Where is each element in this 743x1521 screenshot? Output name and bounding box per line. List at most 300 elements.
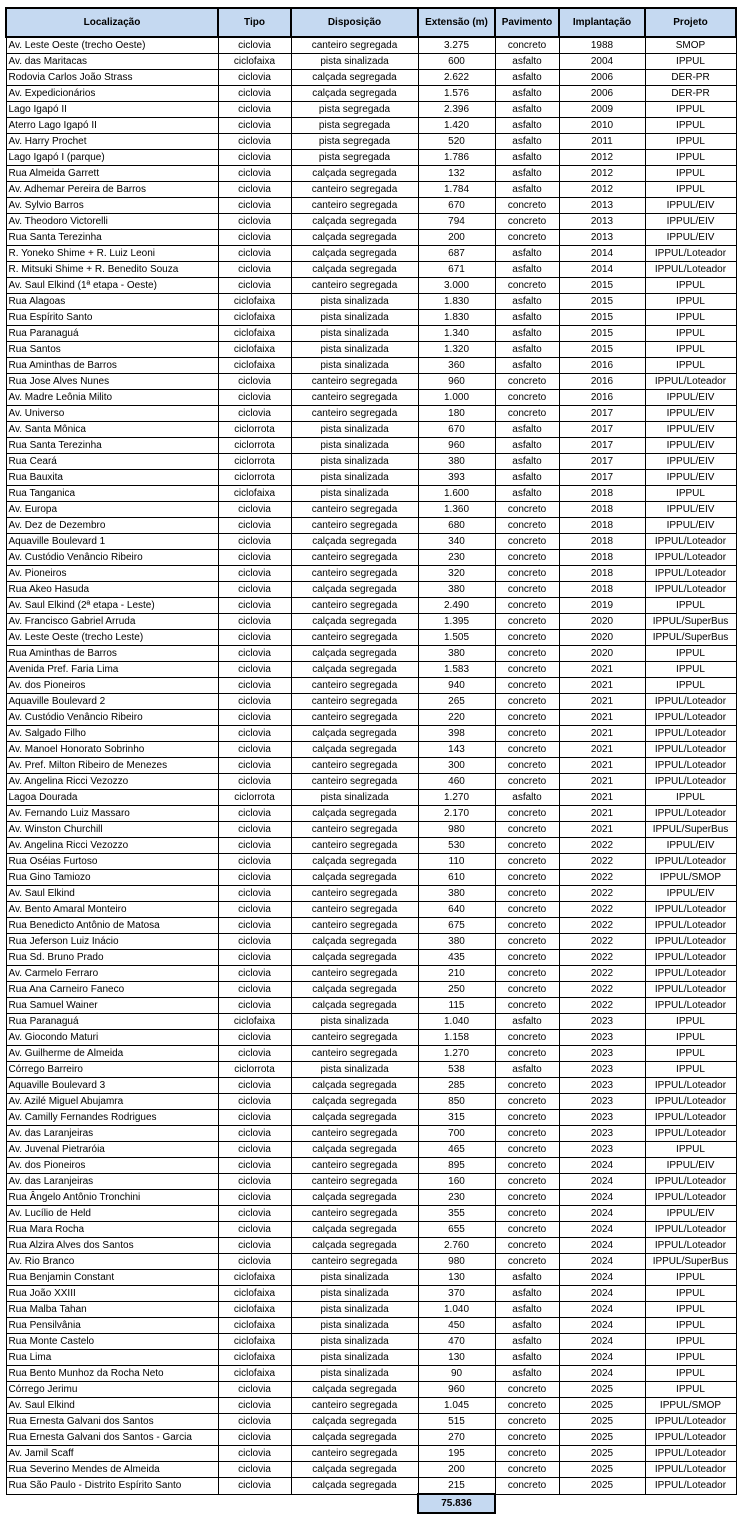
cell-disposicao: calçada segregada xyxy=(291,1110,418,1126)
cell-tipo: ciclorrota xyxy=(218,1062,291,1078)
cell-disposicao: pista segregada xyxy=(291,118,418,134)
table-row xyxy=(6,1254,736,1270)
cell-projeto: DER-PR xyxy=(645,86,736,102)
cell-pavimento: concreto xyxy=(495,278,559,294)
total-spacer xyxy=(559,1494,645,1513)
cell-localizacao: Av. Saul Elkind (1ª etapa - Oeste) xyxy=(6,278,218,294)
cell-pavimento: asfalto xyxy=(495,262,559,278)
cell-pavimento: concreto xyxy=(495,214,559,230)
cell-projeto: IPPUL xyxy=(645,1366,736,1382)
cell-extensao: 1.420 xyxy=(418,118,495,134)
cell-localizacao: Rua Espírito Santo xyxy=(6,310,218,326)
table-row xyxy=(6,262,736,278)
cell-extensao: 610 xyxy=(418,870,495,886)
cell-projeto: IPPUL/EIV xyxy=(645,390,736,406)
cell-projeto: IPPUL xyxy=(645,1030,736,1046)
cell-pavimento: asfalto xyxy=(495,454,559,470)
cell-pavimento: concreto xyxy=(495,390,559,406)
cell-pavimento: concreto xyxy=(495,950,559,966)
cell-localizacao: Rua Severino Mendes de Almeida xyxy=(6,1462,218,1478)
cell-pavimento: concreto xyxy=(495,1478,559,1495)
cell-implantacao: 2024 xyxy=(559,1302,645,1318)
cell-pavimento: concreto xyxy=(495,1094,559,1110)
cell-disposicao: pista sinalizada xyxy=(291,1286,418,1302)
cell-tipo: ciclovia xyxy=(218,278,291,294)
table-row xyxy=(6,70,736,86)
cell-implantacao: 2021 xyxy=(559,822,645,838)
cell-pavimento: concreto xyxy=(495,630,559,646)
cell-localizacao: Aquaville Boulevard 3 xyxy=(6,1078,218,1094)
header-row xyxy=(6,8,736,37)
cell-extensao: 1.045 xyxy=(418,1398,495,1414)
cell-pavimento: concreto xyxy=(495,1158,559,1174)
table-row xyxy=(6,230,736,246)
cell-projeto: IPPUL/EIV xyxy=(645,454,736,470)
cell-disposicao: calçada segregada xyxy=(291,1222,418,1238)
cell-projeto: IPPUL xyxy=(645,486,736,502)
cell-implantacao: 2023 xyxy=(559,1030,645,1046)
table-row xyxy=(6,518,736,534)
cell-tipo: ciclovia xyxy=(218,614,291,630)
cell-projeto: IPPUL/SuperBus xyxy=(645,1254,736,1270)
cell-pavimento: concreto xyxy=(495,918,559,934)
cell-projeto: IPPUL/Loteador xyxy=(645,1078,736,1094)
cell-extensao: 1.395 xyxy=(418,614,495,630)
cell-pavimento: concreto xyxy=(495,902,559,918)
cell-pavimento: concreto xyxy=(495,694,559,710)
cell-implantacao: 2024 xyxy=(559,1366,645,1382)
cell-implantacao: 2006 xyxy=(559,70,645,86)
cell-disposicao: pista sinalizada xyxy=(291,486,418,502)
cell-tipo: ciclovia xyxy=(218,1206,291,1222)
cell-extensao: 315 xyxy=(418,1110,495,1126)
cell-implantacao: 2025 xyxy=(559,1382,645,1398)
cell-tipo: ciclofaixa xyxy=(218,294,291,310)
cell-extensao: 600 xyxy=(418,54,495,70)
cell-disposicao: canteiro segregada xyxy=(291,566,418,582)
table-row xyxy=(6,838,736,854)
cell-pavimento: concreto xyxy=(495,838,559,854)
cell-pavimento: asfalto xyxy=(495,118,559,134)
cell-extensao: 370 xyxy=(418,1286,495,1302)
cell-localizacao: Av. Carmelo Ferraro xyxy=(6,966,218,982)
cell-tipo: ciclovia xyxy=(218,662,291,678)
cell-extensao: 360 xyxy=(418,358,495,374)
cell-implantacao: 2012 xyxy=(559,166,645,182)
column-header-projeto: Projeto xyxy=(645,8,736,37)
cell-disposicao: calçada segregada xyxy=(291,870,418,886)
table-row xyxy=(6,102,736,118)
cell-disposicao: calçada segregada xyxy=(291,742,418,758)
cell-tipo: ciclovia xyxy=(218,102,291,118)
cell-tipo: ciclovia xyxy=(218,806,291,822)
cell-extensao: 850 xyxy=(418,1094,495,1110)
cell-pavimento: concreto xyxy=(495,1110,559,1126)
table-row xyxy=(6,182,736,198)
cell-pavimento: concreto xyxy=(495,1190,559,1206)
cell-disposicao: canteiro segregada xyxy=(291,1046,418,1062)
cell-localizacao: Rua Samuel Wainer xyxy=(6,998,218,1014)
cell-tipo: ciclovia xyxy=(218,262,291,278)
cell-disposicao: calçada segregada xyxy=(291,854,418,870)
cell-extensao: 380 xyxy=(418,934,495,950)
cell-projeto: IPPUL/EIV xyxy=(645,406,736,422)
cell-projeto: IPPUL xyxy=(645,294,736,310)
cell-extensao: 960 xyxy=(418,438,495,454)
cell-disposicao: calçada segregada xyxy=(291,1462,418,1478)
cell-disposicao: canteiro segregada xyxy=(291,1126,418,1142)
cell-pavimento: concreto xyxy=(495,1398,559,1414)
table-row xyxy=(6,1350,736,1366)
cell-projeto: IPPUL xyxy=(645,134,736,150)
cell-disposicao: pista sinalizada xyxy=(291,1062,418,1078)
cell-disposicao: canteiro segregada xyxy=(291,918,418,934)
cell-tipo: ciclovia xyxy=(218,1446,291,1462)
table-row xyxy=(6,470,736,486)
cell-implantacao: 2023 xyxy=(559,1142,645,1158)
table-row xyxy=(6,902,736,918)
table-row xyxy=(6,998,736,1014)
cell-projeto: IPPUL/EIV xyxy=(645,1206,736,1222)
cell-projeto: IPPUL/EIV xyxy=(645,438,736,454)
cell-disposicao: calçada segregada xyxy=(291,1414,418,1430)
cell-disposicao: pista sinalizada xyxy=(291,1366,418,1382)
cell-projeto: IPPUL/SMOP xyxy=(645,1398,736,1414)
cell-projeto: IPPUL xyxy=(645,342,736,358)
cell-projeto: IPPUL/Loteador xyxy=(645,742,736,758)
cell-implantacao: 2017 xyxy=(559,406,645,422)
table-row xyxy=(6,86,736,102)
cell-extensao: 1.505 xyxy=(418,630,495,646)
table-row xyxy=(6,550,736,566)
cell-tipo: ciclovia xyxy=(218,1190,291,1206)
cell-pavimento: concreto xyxy=(495,1126,559,1142)
cell-disposicao: canteiro segregada xyxy=(291,374,418,390)
cell-pavimento: concreto xyxy=(495,886,559,902)
cell-projeto: IPPUL/Loteador xyxy=(645,1190,736,1206)
cell-disposicao: pista sinalizada xyxy=(291,454,418,470)
cell-tipo: ciclovia xyxy=(218,390,291,406)
cell-projeto: IPPUL/EIV xyxy=(645,422,736,438)
cell-extensao: 1.040 xyxy=(418,1302,495,1318)
cell-localizacao: Rua Santa Terezinha xyxy=(6,230,218,246)
cell-tipo: ciclorrota xyxy=(218,422,291,438)
cell-implantacao: 2004 xyxy=(559,54,645,70)
cell-localizacao: Avenida Pref. Faria Lima xyxy=(6,662,218,678)
cell-extensao: 3.000 xyxy=(418,278,495,294)
table-row xyxy=(6,1238,736,1254)
cell-disposicao: canteiro segregada xyxy=(291,966,418,982)
cell-pavimento: asfalto xyxy=(495,246,559,262)
cell-disposicao: pista segregada xyxy=(291,102,418,118)
cell-projeto: IPPUL xyxy=(645,102,736,118)
cell-extensao: 380 xyxy=(418,454,495,470)
cell-localizacao: Rua Oséias Furtoso xyxy=(6,854,218,870)
cell-localizacao: Av. Lucílio de Held xyxy=(6,1206,218,1222)
cell-implantacao: 2021 xyxy=(559,678,645,694)
cell-extensao: 270 xyxy=(418,1430,495,1446)
table-row xyxy=(6,1398,736,1414)
table-row xyxy=(6,422,736,438)
cell-extensao: 2.170 xyxy=(418,806,495,822)
cell-implantacao: 2023 xyxy=(559,1110,645,1126)
cell-projeto: IPPUL/Loteador xyxy=(645,582,736,598)
cell-tipo: ciclovia xyxy=(218,374,291,390)
table-row xyxy=(6,246,736,262)
table-row xyxy=(6,1046,736,1062)
cell-pavimento: asfalto xyxy=(495,470,559,486)
cell-tipo: ciclofaixa xyxy=(218,1286,291,1302)
cell-projeto: IPPUL xyxy=(645,1334,736,1350)
cell-extensao: 320 xyxy=(418,566,495,582)
table-row xyxy=(6,1190,736,1206)
cell-implantacao: 2013 xyxy=(559,214,645,230)
column-header-pavimento: Pavimento xyxy=(495,8,559,37)
cell-extensao: 1.576 xyxy=(418,86,495,102)
cell-implantacao: 2024 xyxy=(559,1286,645,1302)
cell-pavimento: concreto xyxy=(495,230,559,246)
cell-disposicao: calçada segregada xyxy=(291,230,418,246)
cell-implantacao: 2021 xyxy=(559,710,645,726)
cell-pavimento: asfalto xyxy=(495,1318,559,1334)
cell-implantacao: 2021 xyxy=(559,790,645,806)
cell-pavimento: asfalto xyxy=(495,1286,559,1302)
cell-localizacao: Rua Aminthas de Barros xyxy=(6,358,218,374)
cell-implantacao: 2025 xyxy=(559,1430,645,1446)
cell-implantacao: 2016 xyxy=(559,374,645,390)
cell-implantacao: 2015 xyxy=(559,342,645,358)
cell-implantacao: 2022 xyxy=(559,918,645,934)
cell-tipo: ciclovia xyxy=(218,998,291,1014)
cell-tipo: ciclovia xyxy=(218,1142,291,1158)
cell-tipo: ciclofaixa xyxy=(218,1014,291,1030)
cell-tipo: ciclovia xyxy=(218,246,291,262)
cell-pavimento: asfalto xyxy=(495,294,559,310)
cell-projeto: IPPUL xyxy=(645,1014,736,1030)
cell-disposicao: pista sinalizada xyxy=(291,1350,418,1366)
cell-tipo: ciclofaixa xyxy=(218,1350,291,1366)
table-row xyxy=(6,1462,736,1478)
cell-projeto: IPPUL xyxy=(645,150,736,166)
table-row xyxy=(6,1430,736,1446)
cell-extensao: 210 xyxy=(418,966,495,982)
cell-disposicao: calçada segregada xyxy=(291,582,418,598)
cell-localizacao: Av. Juvenal Pietraróia xyxy=(6,1142,218,1158)
table-row xyxy=(6,758,736,774)
cell-implantacao: 1988 xyxy=(559,37,645,54)
cell-implantacao: 2024 xyxy=(559,1174,645,1190)
cell-extensao: 465 xyxy=(418,1142,495,1158)
cell-implantacao: 2022 xyxy=(559,950,645,966)
cell-implantacao: 2023 xyxy=(559,1062,645,1078)
table-row xyxy=(6,630,736,646)
table-row xyxy=(6,1414,736,1430)
cell-localizacao: Rua Malba Tahan xyxy=(6,1302,218,1318)
cell-pavimento: asfalto xyxy=(495,1270,559,1286)
cell-tipo: ciclofaixa xyxy=(218,358,291,374)
cell-extensao: 460 xyxy=(418,774,495,790)
cell-disposicao: canteiro segregada xyxy=(291,758,418,774)
cell-disposicao: canteiro segregada xyxy=(291,518,418,534)
cycle-network-table xyxy=(5,7,737,1514)
cell-tipo: ciclovia xyxy=(218,1462,291,1478)
cell-projeto: IPPUL/Loteador xyxy=(645,710,736,726)
cell-disposicao: pista segregada xyxy=(291,134,418,150)
cell-disposicao: calçada segregada xyxy=(291,1238,418,1254)
cell-extensao: 265 xyxy=(418,694,495,710)
cell-tipo: ciclofaixa xyxy=(218,486,291,502)
cell-disposicao: calçada segregada xyxy=(291,166,418,182)
cell-implantacao: 2014 xyxy=(559,262,645,278)
cell-implantacao: 2021 xyxy=(559,662,645,678)
cell-disposicao: pista sinalizada xyxy=(291,790,418,806)
cell-disposicao: canteiro segregada xyxy=(291,1158,418,1174)
cell-projeto: IPPUL/Loteador xyxy=(645,966,736,982)
cell-implantacao: 2017 xyxy=(559,454,645,470)
cell-tipo: ciclovia xyxy=(218,86,291,102)
cell-pavimento: asfalto xyxy=(495,342,559,358)
cell-tipo: ciclovia xyxy=(218,1094,291,1110)
cell-implantacao: 2017 xyxy=(559,438,645,454)
cell-tipo: ciclovia xyxy=(218,214,291,230)
cell-implantacao: 2022 xyxy=(559,886,645,902)
cell-projeto: IPPUL xyxy=(645,1062,736,1078)
cell-implantacao: 2020 xyxy=(559,630,645,646)
cell-tipo: ciclovia xyxy=(218,118,291,134)
cell-extensao: 2.396 xyxy=(418,102,495,118)
table-row xyxy=(6,822,736,838)
cell-pavimento: concreto xyxy=(495,198,559,214)
table-row xyxy=(6,982,736,998)
cell-implantacao: 2025 xyxy=(559,1414,645,1430)
cell-extensao: 398 xyxy=(418,726,495,742)
cell-tipo: ciclovia xyxy=(218,822,291,838)
cell-extensao: 90 xyxy=(418,1366,495,1382)
cell-disposicao: canteiro segregada xyxy=(291,694,418,710)
cell-localizacao: Av. Jamil Scaff xyxy=(6,1446,218,1462)
cell-projeto: DER-PR xyxy=(645,70,736,86)
table-row xyxy=(6,870,736,886)
cell-disposicao: canteiro segregada xyxy=(291,886,418,902)
cell-tipo: ciclovia xyxy=(218,70,291,86)
cell-implantacao: 2023 xyxy=(559,1014,645,1030)
cell-tipo: ciclovia xyxy=(218,566,291,582)
cell-implantacao: 2022 xyxy=(559,838,645,854)
cell-disposicao: calçada segregada xyxy=(291,1478,418,1495)
cell-projeto: IPPUL xyxy=(645,54,736,70)
cell-tipo: ciclovia xyxy=(218,1430,291,1446)
cell-pavimento: concreto xyxy=(495,566,559,582)
cell-disposicao: pista sinalizada xyxy=(291,1318,418,1334)
cell-pavimento: concreto xyxy=(495,678,559,694)
cell-extensao: 1.040 xyxy=(418,1014,495,1030)
cell-implantacao: 2025 xyxy=(559,1462,645,1478)
cell-implantacao: 2016 xyxy=(559,390,645,406)
cell-extensao: 355 xyxy=(418,1206,495,1222)
cell-tipo: ciclofaixa xyxy=(218,1270,291,1286)
table-row xyxy=(6,294,736,310)
cell-projeto: IPPUL xyxy=(645,166,736,182)
table-row xyxy=(6,1302,736,1318)
cell-localizacao: Rua Pensilvânia xyxy=(6,1318,218,1334)
cell-extensao: 200 xyxy=(418,230,495,246)
cell-pavimento: concreto xyxy=(495,1462,559,1478)
cell-disposicao: pista sinalizada xyxy=(291,1270,418,1286)
cell-implantacao: 2016 xyxy=(559,358,645,374)
cell-projeto: IPPUL/Loteador xyxy=(645,902,736,918)
cell-implantacao: 2021 xyxy=(559,742,645,758)
cell-localizacao: Aquaville Boulevard 1 xyxy=(6,534,218,550)
cell-disposicao: canteiro segregada xyxy=(291,774,418,790)
cell-localizacao: Av. Saul Elkind xyxy=(6,886,218,902)
total-spacer xyxy=(645,1494,736,1513)
cell-localizacao: Rua Ceará xyxy=(6,454,218,470)
table-row xyxy=(6,934,736,950)
cell-tipo: ciclovia xyxy=(218,1238,291,1254)
cell-extensao: 250 xyxy=(418,982,495,998)
cell-tipo: ciclovia xyxy=(218,598,291,614)
cell-disposicao: pista segregada xyxy=(291,150,418,166)
cell-extensao: 450 xyxy=(418,1318,495,1334)
cell-extensao: 1.158 xyxy=(418,1030,495,1046)
cell-pavimento: concreto xyxy=(495,710,559,726)
cell-extensao: 1.784 xyxy=(418,182,495,198)
cell-tipo: ciclovia xyxy=(218,774,291,790)
cell-implantacao: 2018 xyxy=(559,502,645,518)
cell-implantacao: 2020 xyxy=(559,614,645,630)
cell-pavimento: concreto xyxy=(495,374,559,390)
cell-pavimento: asfalto xyxy=(495,310,559,326)
cell-pavimento: concreto xyxy=(495,1078,559,1094)
cell-localizacao: Av. Guilherme de Almeida xyxy=(6,1046,218,1062)
cell-tipo: ciclovia xyxy=(218,758,291,774)
cell-disposicao: calçada segregada xyxy=(291,1094,418,1110)
cell-implantacao: 2023 xyxy=(559,1078,645,1094)
cell-implantacao: 2025 xyxy=(559,1446,645,1462)
cell-implantacao: 2022 xyxy=(559,982,645,998)
cell-pavimento: concreto xyxy=(495,742,559,758)
cell-tipo: ciclofaixa xyxy=(218,1302,291,1318)
cell-localizacao: Av. Sylvio Barros xyxy=(6,198,218,214)
table-row xyxy=(6,646,736,662)
cell-tipo: ciclofaixa xyxy=(218,1366,291,1382)
cell-tipo: ciclorrota xyxy=(218,454,291,470)
table-row xyxy=(6,1174,736,1190)
cell-tipo: ciclovia xyxy=(218,230,291,246)
cell-implantacao: 2024 xyxy=(559,1222,645,1238)
cell-projeto: IPPUL/Loteador xyxy=(645,1110,736,1126)
cell-tipo: ciclovia xyxy=(218,1078,291,1094)
cell-implantacao: 2019 xyxy=(559,598,645,614)
cell-extensao: 675 xyxy=(418,918,495,934)
cell-localizacao: Rua Alagoas xyxy=(6,294,218,310)
cell-disposicao: canteiro segregada xyxy=(291,822,418,838)
cell-localizacao: Av. Santa Mônica xyxy=(6,422,218,438)
cell-tipo: ciclovia xyxy=(218,518,291,534)
cell-implantacao: 2024 xyxy=(559,1190,645,1206)
cell-tipo: ciclovia xyxy=(218,982,291,998)
cell-disposicao: pista sinalizada xyxy=(291,326,418,342)
cell-extensao: 435 xyxy=(418,950,495,966)
cell-localizacao: Rua Ernesta Galvani dos Santos - Garcia xyxy=(6,1430,218,1446)
column-header-implantacao: Implantação xyxy=(559,8,645,37)
cell-implantacao: 2024 xyxy=(559,1350,645,1366)
cell-extensao: 1.360 xyxy=(418,502,495,518)
cell-extensao: 960 xyxy=(418,1382,495,1398)
cell-localizacao: Lagoa Dourada xyxy=(6,790,218,806)
cell-extensao: 2.760 xyxy=(418,1238,495,1254)
cell-pavimento: concreto xyxy=(495,502,559,518)
